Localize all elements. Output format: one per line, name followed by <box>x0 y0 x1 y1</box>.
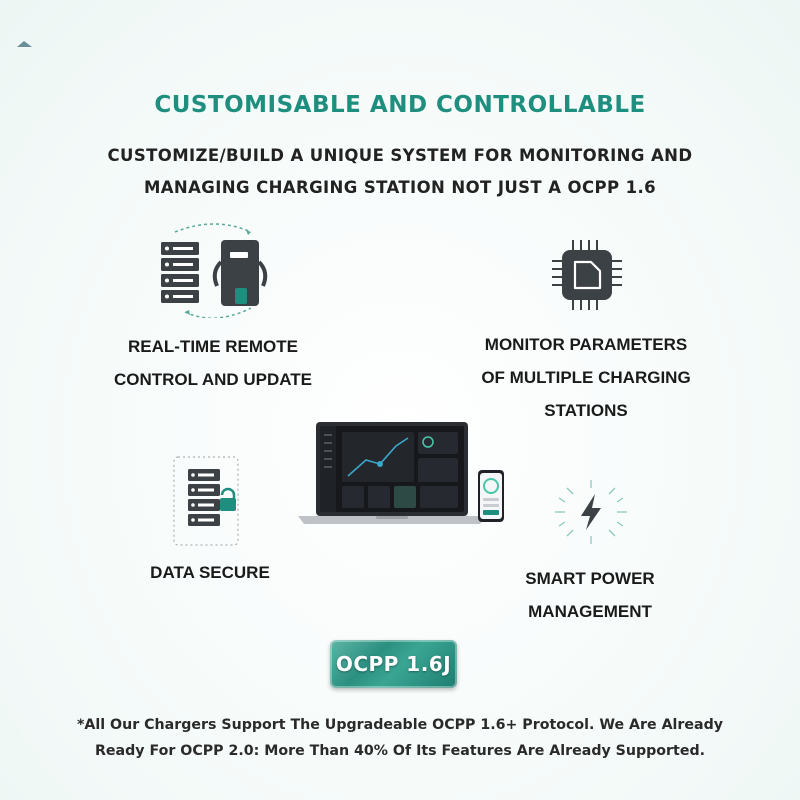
lightning-icon <box>553 478 629 550</box>
footnote-line-1: *All Our Chargers Support The Upgradeable OCPP 1.6+ Protocol. We Are Already <box>76 717 724 733</box>
page-subtitle <box>60 140 740 204</box>
ocpp-badge-label: OCPP 1.6J <box>335 652 452 676</box>
server-lock-icon <box>172 455 240 551</box>
feature-secure-line-1: DATA SECURE <box>150 563 270 582</box>
chip-icon <box>548 236 626 318</box>
server-charger-sync-icon <box>155 222 277 322</box>
footnote <box>40 712 760 764</box>
feature-smart-power <box>470 562 710 628</box>
ocpp-badge <box>330 640 457 688</box>
feature-remote-line-2: CONTROL AND UPDATE <box>113 370 312 389</box>
feature-monitor-line-3: STATIONS <box>544 401 628 420</box>
feature-power-line-2: MANAGEMENT <box>528 602 652 621</box>
corner-logo-icon <box>16 34 34 53</box>
subtitle-line-2: MANAGING CHARGING STATION NOT JUST A OCPP 1.6 <box>143 178 657 197</box>
footnote-line-2: Ready For OCPP 2.0: More Than 40% Of Its Features Are Already Supported. <box>95 743 705 759</box>
feature-remote-line-1: REAL-TIME REMOTE <box>128 337 298 356</box>
laptop-phone-illustration <box>296 420 508 530</box>
feature-monitor-line-2: OF MULTIPLE CHARGING <box>481 368 691 387</box>
feature-monitor-parameters <box>456 328 716 427</box>
feature-power-line-1: SMART POWER <box>525 569 655 588</box>
feature-remote-control <box>98 330 328 396</box>
feature-data-secure <box>110 556 310 589</box>
feature-monitor-line-1: MONITOR PARAMETERS <box>484 335 688 354</box>
subtitle-line-1: CUSTOMIZE/BUILD A UNIQUE SYSTEM FOR MONITORING AND <box>107 146 693 165</box>
page-title: CUSTOMISABLE AND CONTROLLABLE <box>154 92 646 118</box>
